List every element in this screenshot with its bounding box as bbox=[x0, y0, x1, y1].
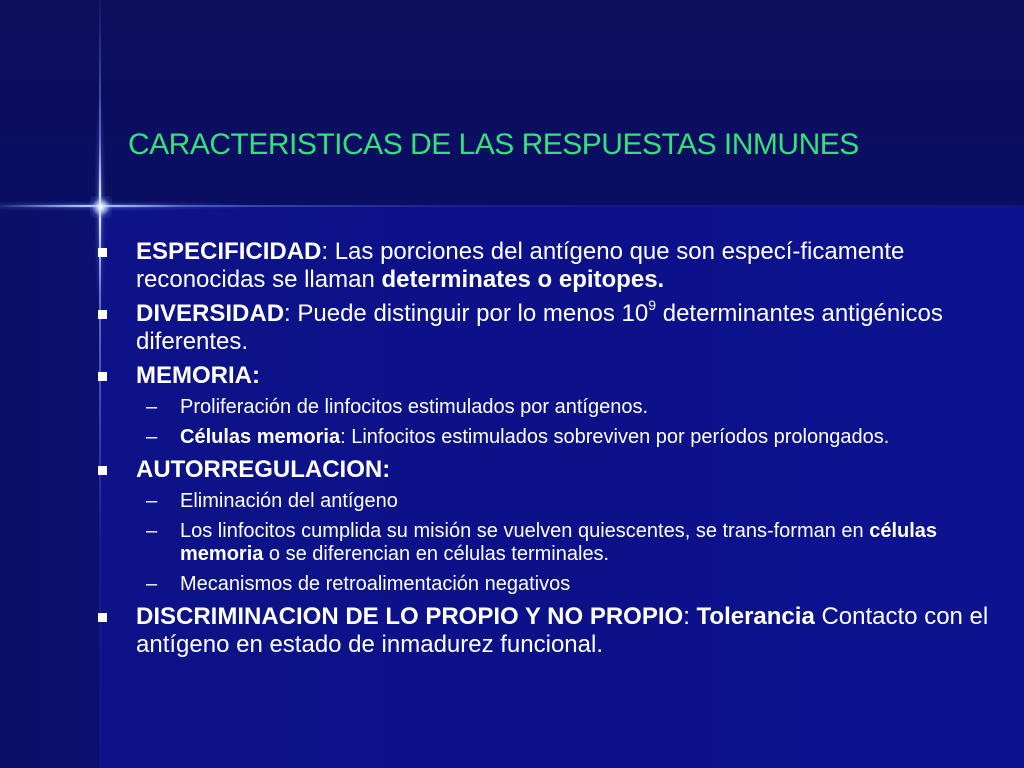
square-bullet-icon bbox=[98, 466, 107, 475]
sub-item bbox=[98, 490, 1008, 513]
sub-item bbox=[98, 520, 1008, 566]
left-strip bbox=[0, 206, 100, 768]
item-term: DIVERSIDAD bbox=[136, 300, 285, 327]
sub-item bbox=[98, 426, 1008, 449]
sub-item-text: Mecanismos de retroalimentación negativos bbox=[180, 573, 571, 595]
bullet-item-autorregulacion bbox=[98, 456, 1008, 484]
title-band bbox=[0, 0, 1024, 206]
bullet-item-especificidad bbox=[98, 238, 1008, 294]
item-term: ESPECIFICIDAD bbox=[136, 238, 322, 265]
sub-item-text: Los linfocitos cumplida su misión se vuelven quiescentes, se trans-forman en bbox=[180, 520, 870, 542]
horizontal-divider-line bbox=[0, 205, 1024, 207]
square-bullet-icon bbox=[98, 613, 107, 622]
sub-item-text: Proliferación de linfocitos estimulados por antígenos. bbox=[180, 396, 649, 418]
bullet-item-memoria bbox=[98, 362, 1008, 390]
item-emphasis: determinates o epitopes. bbox=[381, 266, 665, 293]
item-text: Puede distinguir por lo menos 10 bbox=[290, 300, 649, 327]
item-text: Contacto con el antígeno en estado de inmadurez funcional. bbox=[136, 603, 989, 658]
item-separator: : bbox=[284, 300, 291, 327]
exponent: 9 bbox=[648, 297, 657, 313]
dash-bullet-icon: – bbox=[146, 396, 158, 418]
bullet-list bbox=[98, 238, 1008, 665]
item-term: MEMORIA: bbox=[136, 362, 260, 389]
sub-item-text: Eliminación del antígeno bbox=[180, 490, 398, 512]
dash-bullet-icon: – bbox=[146, 520, 158, 542]
sub-item-emphasis: Células memoria bbox=[180, 426, 341, 448]
dash-bullet-icon: – bbox=[146, 490, 158, 512]
bullet-item-diversidad bbox=[98, 297, 1008, 356]
sub-item-text: : Linfocitos estimulados sobreviven por períodos prolongados. bbox=[340, 426, 890, 448]
square-bullet-icon bbox=[98, 310, 107, 319]
item-term: AUTORREGULACION: bbox=[136, 456, 391, 483]
square-bullet-icon bbox=[98, 248, 107, 257]
sub-item bbox=[98, 573, 1008, 596]
square-bullet-icon bbox=[98, 372, 107, 381]
dash-bullet-icon: – bbox=[146, 573, 158, 595]
bullet-item-discriminacion bbox=[98, 603, 1008, 659]
item-separator: : bbox=[683, 603, 697, 630]
sub-item-text-continued: o se diferencian en células terminales. bbox=[263, 543, 610, 565]
sub-item-emphasis: células memoria bbox=[180, 520, 938, 565]
item-text: Las porciones del antígeno que son especí-ficamente reconocidas se llaman bbox=[136, 238, 905, 293]
slide-title: CARACTERISTICAS DE LAS RESPUESTAS INMUNES bbox=[128, 128, 859, 161]
dash-bullet-icon: – bbox=[146, 426, 158, 448]
item-term: DISCRIMINACION DE LO PROPIO Y NO PROPIO bbox=[136, 603, 684, 630]
item-separator: : bbox=[321, 238, 329, 265]
item-emphasis: Tolerancia bbox=[696, 603, 815, 630]
sub-item bbox=[98, 396, 1008, 419]
sparkle-decoration bbox=[90, 196, 112, 218]
item-text-continued: determinantes antigénicos diferentes. bbox=[136, 300, 943, 355]
